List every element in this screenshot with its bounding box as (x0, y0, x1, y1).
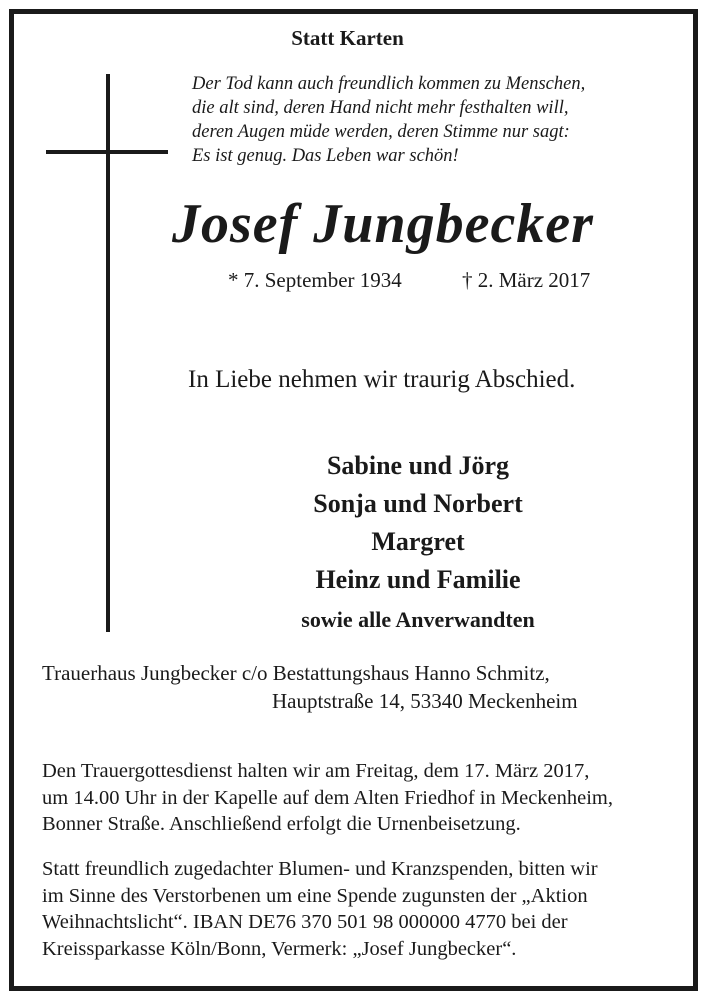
service-line: Bonner Straße. Anschließend erfolgt die Urnenbeisetzung. (42, 813, 521, 835)
header-title: Statt Karten (291, 26, 404, 50)
donation-paragraph (42, 856, 598, 962)
birth-date: * 7. September 1934 (228, 268, 402, 292)
poem-line: deren Augen müde werden, deren Stimme nur sagt: (192, 122, 570, 142)
deceased-name: Josef Jungbecker (172, 193, 594, 255)
mourner-name: Margret (371, 527, 465, 556)
service-paragraph (42, 758, 613, 838)
mourners-list (258, 447, 578, 599)
address-line-2: Hauptstraße 14, 53340 Meckenheim (272, 689, 578, 713)
poem (192, 72, 585, 168)
death-date: † 2. März 2017 (462, 268, 591, 292)
donation-line: Weihnachtslicht“. IBAN DE76 370 501 98 000000 4770 bei der (42, 911, 568, 933)
poem-line: Es ist genug. Das Leben war schön! (192, 146, 459, 166)
mourner-name: Sonja und Norbert (313, 489, 523, 518)
farewell-text: In Liebe nehmen wir traurig Abschied. (188, 366, 576, 393)
poem-line: die alt sind, deren Hand nicht mehr festhalten will, (192, 98, 569, 118)
service-line: Den Trauergottesdienst halten wir am Freitag, dem 17. März 2017, (42, 760, 590, 782)
poem-line: Der Tod kann auch freundlich kommen zu Menschen, (192, 74, 586, 94)
address-line-1: Trauerhaus Jungbecker c/o Bestattungshaus Hanno Schmitz, (42, 661, 550, 685)
donation-line: im Sinne des Verstorbenen um eine Spende zugunsten der „Aktion (42, 884, 588, 907)
cross-icon-bar (46, 150, 168, 154)
mourner-name: Sabine und Jörg (326, 451, 510, 480)
cross-icon (106, 74, 110, 632)
donation-line: Kreissparkasse Köln/Bonn, Vermerk: „Josef Jungbecker“. (42, 937, 517, 960)
relatives-text: sowie alle Anverwandten (301, 607, 535, 632)
donation-line: Statt freundlich zugedachter Blumen- und Kranzspenden, bitten wir (42, 858, 598, 880)
service-line: um 14.00 Uhr in der Kapelle auf dem Alten Friedhof in Meckenheim, (42, 786, 614, 809)
mourner-name: Heinz und Familie (315, 565, 521, 594)
